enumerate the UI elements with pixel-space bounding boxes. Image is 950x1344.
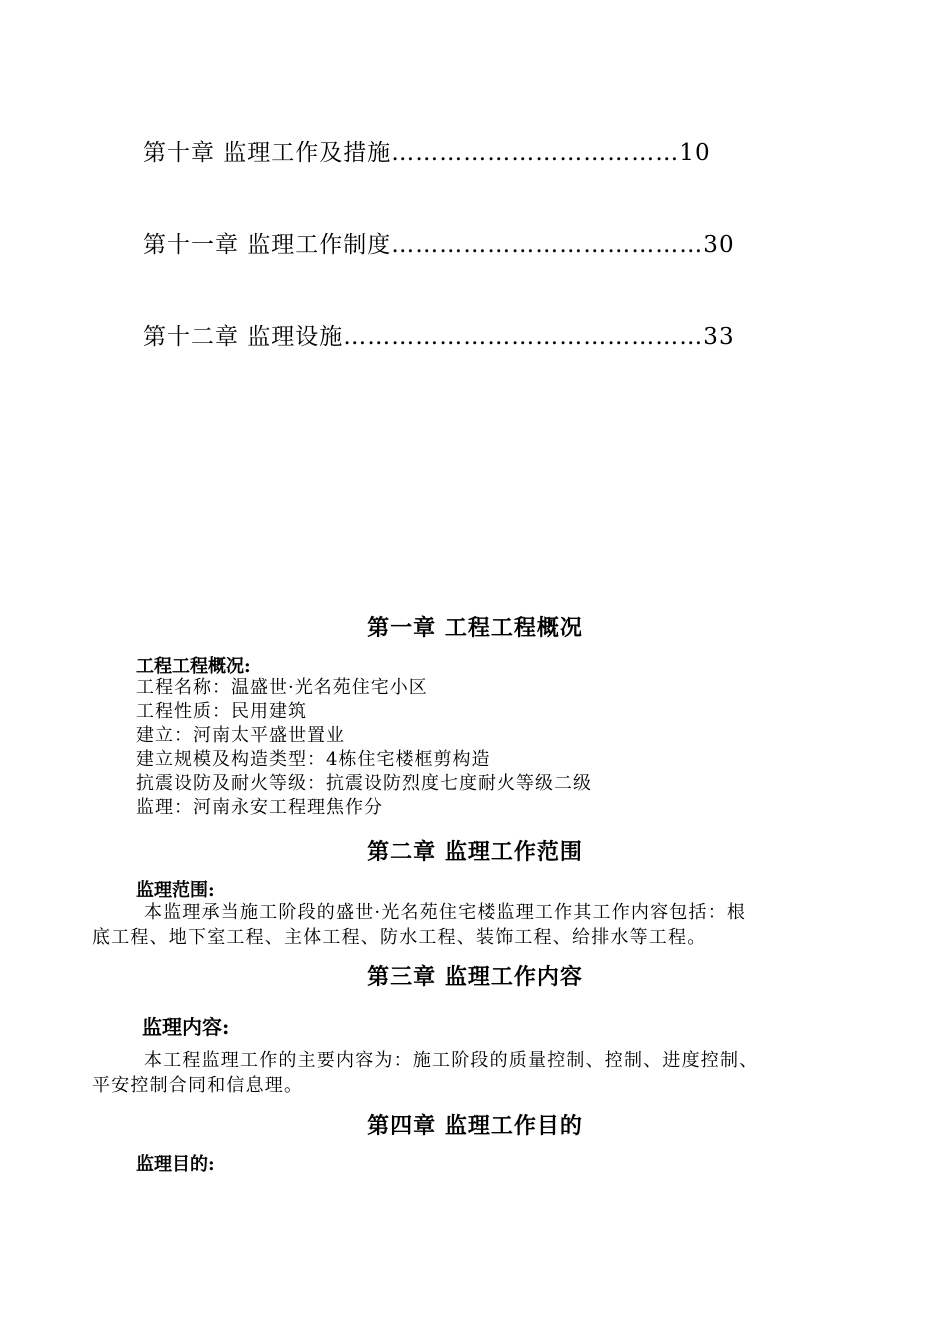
toc-entry-chapter-10[interactable]: 第十章 监理工作及措施………………………………10 (143, 140, 711, 166)
chapter-3-paragraph (92, 1048, 872, 1098)
chapter-2-heading: 第二章 监理工作范围 (367, 839, 583, 865)
developer-line: 建立：河南太平盛世置业 (136, 725, 345, 746)
chapter-1-subheading: 工程工程概况: (136, 656, 251, 677)
chapter-3-heading: 第三章 监理工作内容 (367, 964, 583, 990)
chapter-2-paragraph-line-2: 底工程、地下室工程、主体工程、防水工程、装饰工程、给排水等工程。 (92, 927, 707, 948)
chapter-2-paragraph (92, 900, 872, 950)
toc-entry-chapter-12[interactable]: 第十二章 监理设施………………………………………33 (143, 324, 735, 350)
project-name-line: 工程名称：温盛世·光名苑住宅小区 (136, 677, 428, 698)
chapter-4-subheading: 监理目的: (136, 1154, 215, 1175)
chapter-4-heading: 第四章 监理工作目的 (367, 1113, 583, 1139)
supervisor-line: 监理：河南永安工程理焦作分 (136, 797, 383, 818)
chapter-3-subheading: 监理内容: (142, 1015, 230, 1039)
scale-structure-line: 建立规模及构造类型：4栋住宅楼框剪构造 (136, 749, 491, 770)
chapter-1-heading: 第一章 工程工程概况 (367, 615, 583, 641)
chapter-2-paragraph-line-1: 本监理承当施工阶段的盛世·光名苑住宅楼监理工作其工作内容包括：根 (144, 902, 747, 923)
seismic-fire-line: 抗震设防及耐火等级：抗震设防烈度七度耐火等级二级 (136, 773, 592, 794)
chapter-3-paragraph-line-1: 本工程监理工作的主要内容为：施工阶段的质量控制、控制、进度控制、 (144, 1050, 759, 1071)
project-nature-line: 工程性质：民用建筑 (136, 701, 307, 722)
chapter-2-subheading: 监理范围: (136, 880, 215, 901)
toc-entry-chapter-11[interactable]: 第十一章 监理工作制度…………………………………30 (143, 232, 735, 258)
chapter-3-paragraph-line-2: 平安控制合同和信息理。 (92, 1075, 304, 1096)
chapter-1-details (136, 676, 592, 820)
